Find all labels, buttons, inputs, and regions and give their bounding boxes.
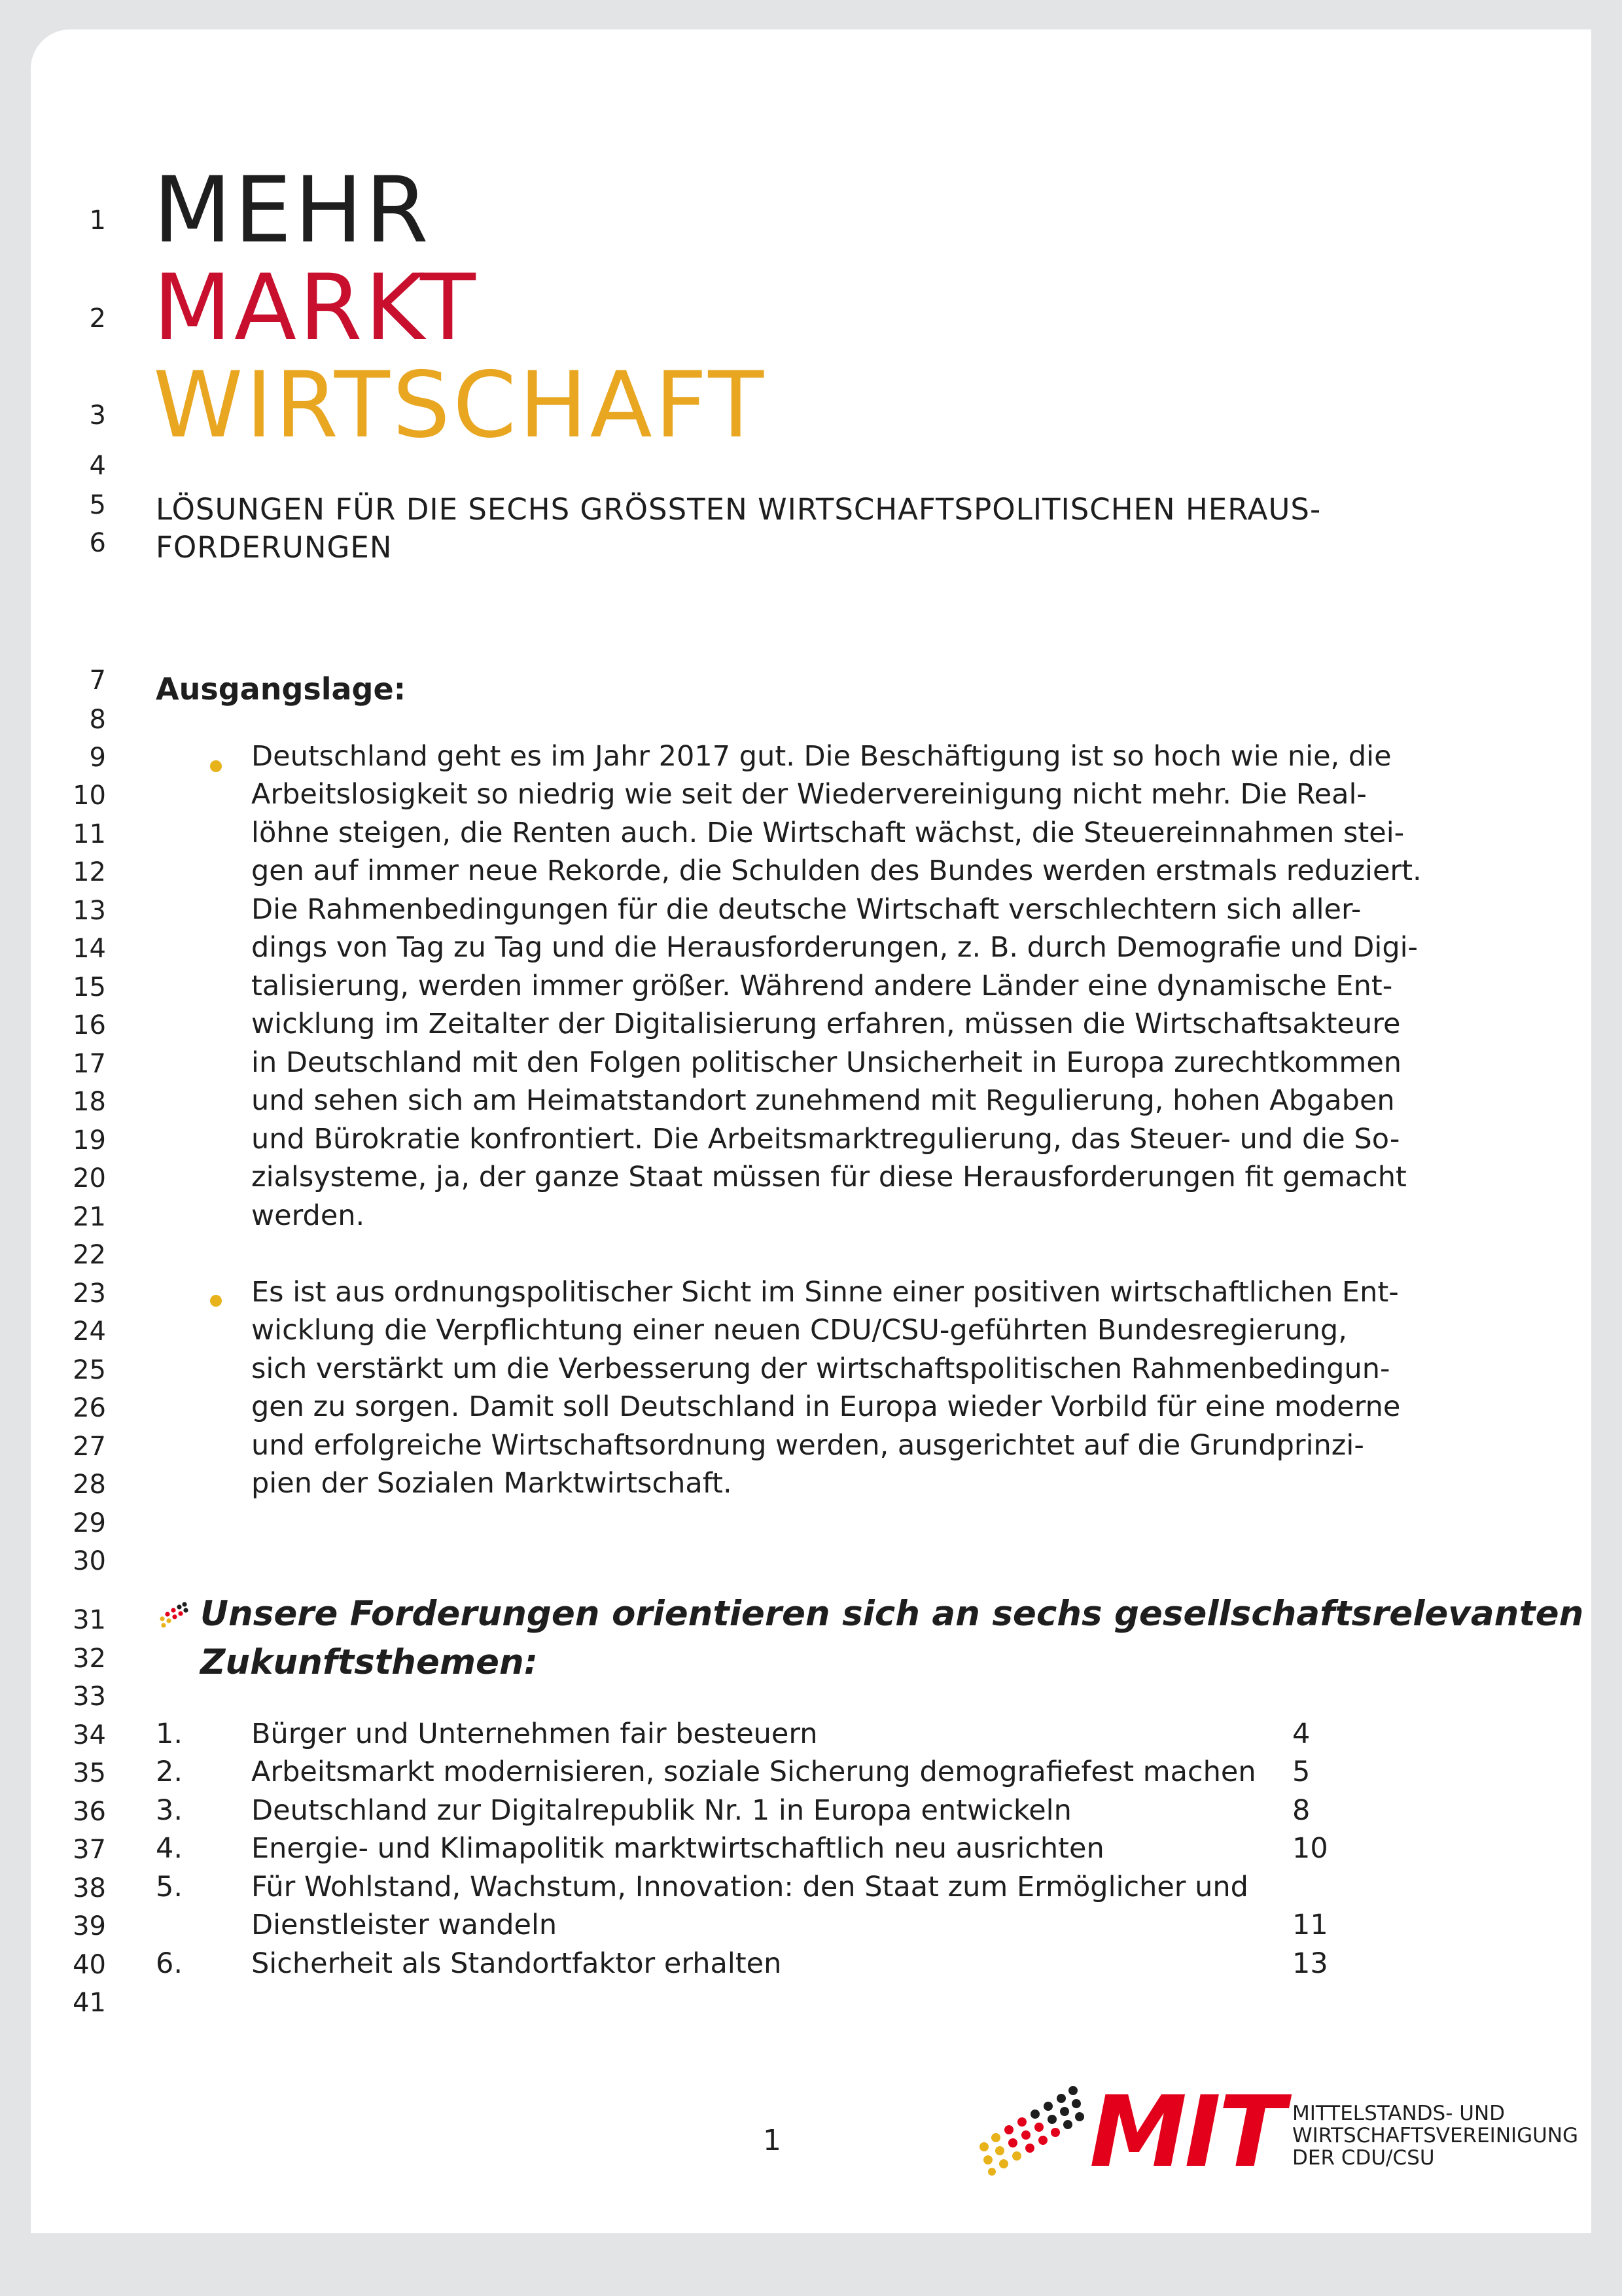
- toc-page-number: 8: [1292, 1794, 1311, 1827]
- line-number: 28: [73, 1470, 106, 1500]
- logo-sub-1: MITTELSTANDS- UND: [1292, 2102, 1506, 2125]
- section-label: Ausgangslage:: [156, 671, 406, 707]
- subtitle-line-2: FORDERUNGEN: [156, 530, 393, 565]
- line-number: 1: [89, 205, 106, 236]
- toc-page-number: 5: [1292, 1756, 1311, 1788]
- line-number: 27: [73, 1432, 106, 1462]
- body-line: und erfolgreiche Wirtschaftsordnung werden, ausgerichtet auf die Grundprinzi-: [251, 1429, 1364, 1462]
- line-number: 31: [73, 1605, 106, 1635]
- title-line-2: MARKT: [153, 255, 478, 361]
- body-line: in Deutschland mit den Folgen politischer Unsicherheit in Europa zurechtkommen: [251, 1046, 1402, 1079]
- logo-sub-3: DER CDU/CSU: [1292, 2146, 1435, 2170]
- demands-heading-line-1: Unsere Forderungen orientieren sich an sechs gesellschaftsrelevanten: [200, 1594, 1584, 1634]
- body-line: und sehen sich am Heimatstandort zunehmend mit Regulierung, hohen Abgaben: [251, 1084, 1395, 1117]
- line-number: 22: [73, 1240, 106, 1270]
- body-line: sich verstärkt um die Verbesserung der wirtschaftspolitischen Rahmenbedingun-: [251, 1352, 1390, 1385]
- toc-item-title[interactable]: Deutschland zur Digitalrepublik Nr. 1 in Europa entwickeln: [251, 1794, 1072, 1827]
- toc-item-title[interactable]: Arbeitsmarkt modernisieren, soziale Sicherung demografiefest machen: [251, 1756, 1256, 1788]
- toc-page-number: 11: [1292, 1909, 1328, 1941]
- toc-number: 4.: [156, 1832, 183, 1865]
- line-number: 34: [73, 1720, 106, 1750]
- line-number: 32: [73, 1644, 106, 1674]
- line-number: 14: [73, 934, 106, 964]
- toc-page-number: 13: [1292, 1947, 1328, 1980]
- toc-item-title[interactable]: Energie- und Klimapolitik marktwirtschaftlich neu ausrichten: [251, 1832, 1104, 1865]
- body-line: zialsysteme, ja, der ganze Staat müssen für diese Herausforderungen fit gemacht: [251, 1161, 1407, 1193]
- toc-item-title[interactable]: Für Wohlstand, Wachstum, Innovation: den Staat zum Ermöglicher und: [251, 1871, 1248, 1903]
- bullet-icon: [210, 1295, 222, 1307]
- body-line: dings von Tag zu Tag und die Herausforderungen, z. B. durch Demografie und Digi-: [251, 931, 1419, 964]
- line-number: 9: [89, 743, 106, 773]
- body-line: gen zu sorgen. Damit soll Deutschland in Europa wieder Vorbild für eine moderne: [251, 1390, 1401, 1423]
- line-number: 4: [89, 451, 106, 481]
- body-line: Es ist aus ordnungspolitischer Sicht im Sinne einer positiven wirtschaftlichen Ent-: [251, 1276, 1399, 1309]
- toc-item-title[interactable]: Dienstleister wandeln: [251, 1909, 557, 1941]
- line-number: 13: [73, 896, 106, 926]
- line-number: 23: [73, 1279, 106, 1309]
- line-number: 12: [73, 857, 106, 887]
- line-number: 18: [73, 1087, 106, 1117]
- line-number: 30: [73, 1546, 106, 1576]
- toc-page-number: 10: [1292, 1832, 1328, 1865]
- line-number: 8: [89, 705, 106, 735]
- line-number: 17: [73, 1049, 106, 1079]
- line-number: 25: [73, 1355, 106, 1385]
- line-number: 3: [89, 400, 106, 431]
- title-line-3: WIRTSCHAFT: [153, 352, 767, 458]
- subtitle-line-1: LÖSUNGEN FÜR DIE SECHS GRÖSSTEN WIRTSCHAFTSPOLITISCHEN HERAUS-: [156, 492, 1322, 527]
- demands-heading-line-2: Zukunftsthemen:: [200, 1642, 538, 1682]
- mit-logo-dots-icon: [975, 2084, 1086, 2176]
- toc-number: 1.: [156, 1718, 183, 1750]
- toc-number: 3.: [156, 1794, 183, 1827]
- toc-item-title[interactable]: Sicherheit als Standortfaktor erhalten: [251, 1947, 782, 1980]
- line-number: 33: [73, 1682, 106, 1712]
- mit-logo-subtitle: [1292, 2102, 1578, 2169]
- body-line: Die Rahmenbedingungen für die deutsche Wirtschaft verschlechtern sich aller-: [251, 893, 1362, 926]
- body-line: Arbeitslosigkeit so niedrig wie seit der Wiedervereinigung nicht mehr. Die Real-: [251, 778, 1367, 811]
- line-number: 10: [73, 781, 106, 811]
- body-line: gen auf immer neue Rekorde, die Schulden des Bundes werden erstmals reduziert.: [251, 855, 1422, 887]
- logo-sub-2: WIRTSCHAFTSVEREINIGUNG: [1292, 2124, 1579, 2147]
- body-line: löhne steigen, die Renten auch. Die Wirtschaft wächst, die Steuereinnahmen stei-: [251, 817, 1405, 849]
- line-number: 38: [73, 1873, 106, 1903]
- line-number: 24: [73, 1316, 106, 1347]
- line-number: 19: [73, 1125, 106, 1156]
- body-line: und Bürokratie konfrontiert. Die Arbeitsmarktregulierung, das Steuer- und die So-: [251, 1123, 1400, 1156]
- line-number: 16: [73, 1010, 106, 1040]
- line-number: 41: [73, 1988, 106, 2018]
- title-line-1: MEHR: [153, 157, 431, 263]
- body-line: Deutschland geht es im Jahr 2017 gut. Die Beschäftigung ist so hoch wie nie, die: [251, 740, 1392, 773]
- mit-logo-text: MIT: [1089, 2075, 1283, 2189]
- toc-number: 2.: [156, 1756, 183, 1788]
- body-line: talisierung, werden immer größer. Während andere Länder eine dynamische Ent-: [251, 970, 1393, 1002]
- toc-item-title[interactable]: Bürger und Unternehmen fair besteuern: [251, 1718, 818, 1750]
- mit-dots-small-icon: [157, 1601, 190, 1630]
- line-number: 39: [73, 1911, 106, 1941]
- line-number: 40: [73, 1950, 106, 1980]
- line-number: 37: [73, 1835, 106, 1865]
- line-number: 36: [73, 1797, 106, 1827]
- toc-number: 6.: [156, 1947, 183, 1980]
- line-number: 20: [73, 1163, 106, 1193]
- body-line: wicklung im Zeitalter der Digitalisierung erfahren, müssen die Wirtschaftsakteure: [251, 1008, 1401, 1040]
- toc-number: 5.: [156, 1871, 183, 1903]
- line-number: 29: [73, 1508, 106, 1538]
- line-number: 11: [73, 819, 106, 849]
- line-number: 2: [89, 304, 106, 334]
- body-line: pien der Sozialen Marktwirtschaft.: [251, 1467, 732, 1500]
- line-number: 6: [89, 528, 106, 558]
- body-line: wicklung die Verpflichtung einer neuen CDU/CSU-geführten Bundesregierung,: [251, 1314, 1347, 1347]
- body-line: werden.: [251, 1199, 365, 1232]
- toc-page-number: 4: [1292, 1718, 1311, 1750]
- line-number: 15: [73, 972, 106, 1002]
- line-number: 21: [73, 1202, 106, 1232]
- page-number: 1: [763, 2124, 781, 2157]
- line-number: 35: [73, 1758, 106, 1788]
- line-number: 26: [73, 1393, 106, 1423]
- line-number: 7: [89, 665, 106, 696]
- bullet-icon: [210, 760, 222, 772]
- line-number: 5: [89, 490, 106, 520]
